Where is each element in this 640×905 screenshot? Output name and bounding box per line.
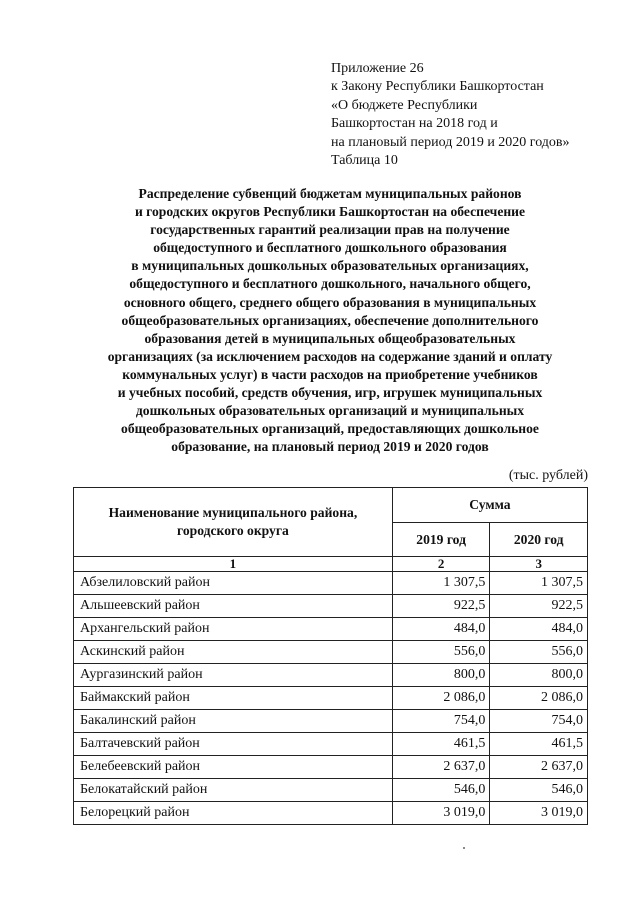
header-year-2019: 2019 год bbox=[392, 523, 490, 557]
title-line: общеобразовательных организациях, обеспечение дополнительного bbox=[121, 312, 539, 328]
title-line: общеобразовательных организаций, предоставляющих дошкольное bbox=[121, 421, 539, 437]
appendix-line: «О бюджете Республики bbox=[331, 97, 478, 113]
amount-2020: 3 019,0 bbox=[490, 802, 588, 825]
amount-2019: 546,0 bbox=[392, 779, 490, 802]
title-line: общедоступного и бесплатного дошкольного, начального общего, bbox=[129, 276, 531, 292]
table-header-row bbox=[74, 488, 588, 523]
table-row bbox=[74, 664, 588, 687]
title-line: дошкольных образовательных организаций и муниципальных bbox=[135, 403, 525, 419]
amount-2020: 2 086,0 bbox=[490, 687, 588, 710]
title-line: основного общего, среднего общего образования в муниципальных bbox=[123, 294, 537, 310]
table-row bbox=[74, 733, 588, 756]
units-label: (тыс. рублей) bbox=[508, 468, 588, 483]
municipality-name: Балтачевский район bbox=[74, 733, 393, 756]
table-number: Таблица 10 bbox=[331, 153, 398, 169]
amount-2020: 556,0 bbox=[490, 641, 588, 664]
table-row bbox=[74, 779, 588, 802]
header-sum: Сумма bbox=[392, 488, 587, 523]
table-row bbox=[74, 802, 588, 825]
table-row bbox=[74, 710, 588, 733]
amount-2020: 2 637,0 bbox=[490, 756, 588, 779]
municipality-name: Белебеевский район bbox=[74, 756, 393, 779]
title-line: государственных гарантий реализации прав на получение bbox=[150, 222, 510, 238]
title-line: организациях (за исключением расходов на содержание зданий и оплату bbox=[107, 348, 553, 364]
amount-2020: 922,5 bbox=[490, 595, 588, 618]
amount-2019: 461,5 bbox=[392, 733, 490, 756]
document-title bbox=[70, 185, 590, 456]
title-line: коммунальных услуг) в части расходов на приобретение учебников bbox=[122, 366, 538, 382]
title-line: Распределение субвенций бюджетам муниципальных районов bbox=[138, 186, 522, 201]
column-number: 2 bbox=[392, 557, 490, 572]
column-number: 3 bbox=[490, 557, 588, 572]
title-line: в муниципальных дошкольных образовательных организациях, bbox=[131, 258, 529, 274]
amount-2020: 546,0 bbox=[490, 779, 588, 802]
scan-speck bbox=[463, 847, 465, 849]
municipality-name: Архангельский район bbox=[74, 618, 393, 641]
title-line: общедоступного и бесплатного дошкольного образования bbox=[153, 240, 507, 256]
appendix-line: Приложение 26 bbox=[331, 61, 424, 76]
municipality-name: Баймакский район bbox=[74, 687, 393, 710]
amount-2019: 800,0 bbox=[392, 664, 490, 687]
amount-2019: 3 019,0 bbox=[392, 802, 490, 825]
table-row bbox=[74, 641, 588, 664]
amount-2020: 800,0 bbox=[490, 664, 588, 687]
amount-2020: 461,5 bbox=[490, 733, 588, 756]
amount-2019: 484,0 bbox=[392, 618, 490, 641]
municipality-name: Бакалинский район bbox=[74, 710, 393, 733]
appendix-line: на плановый период 2019 и 2020 годов» bbox=[331, 134, 570, 150]
amount-2019: 1 307,5 bbox=[392, 572, 490, 595]
column-number: 1 bbox=[74, 557, 393, 572]
appendix-reference bbox=[331, 60, 570, 170]
amount-2020: 1 307,5 bbox=[490, 572, 588, 595]
municipality-name: Аскинский район bbox=[74, 641, 393, 664]
title-line: и учебных пособий, средств обучения, игр, игрушек муниципальных bbox=[117, 385, 543, 401]
header-municipality: Наименование муниципального района, городского округа bbox=[74, 488, 393, 557]
table-row bbox=[74, 595, 588, 618]
amount-2019: 2 637,0 bbox=[392, 756, 490, 779]
amount-2020: 484,0 bbox=[490, 618, 588, 641]
amount-2019: 922,5 bbox=[392, 595, 490, 618]
table-row bbox=[74, 572, 588, 595]
municipality-name: Альшеевский район bbox=[74, 595, 393, 618]
appendix-line: к Закону Республики Башкортостан bbox=[331, 79, 544, 95]
municipality-name: Белорецкий район bbox=[74, 802, 393, 825]
title-line: образования детей в муниципальных общеобразовательных bbox=[144, 330, 516, 346]
amount-2020: 754,0 bbox=[490, 710, 588, 733]
column-number-row bbox=[74, 557, 588, 572]
header-year-2020: 2020 год bbox=[490, 523, 588, 557]
table-row bbox=[74, 687, 588, 710]
municipality-name: Абзелиловский район bbox=[74, 572, 393, 595]
appendix-line: Башкортостан на 2018 год и bbox=[331, 116, 498, 132]
municipality-name: Аургазинский район bbox=[74, 664, 393, 687]
municipality-name: Белокатайский район bbox=[74, 779, 393, 802]
subsidy-table bbox=[73, 487, 588, 825]
title-line: и городских округов Республики Башкортостан на обеспечение bbox=[134, 204, 526, 220]
table-row bbox=[74, 618, 588, 641]
title-line: образование, на плановый период 2019 и 2020 годов bbox=[171, 439, 489, 455]
amount-2019: 556,0 bbox=[392, 641, 490, 664]
amount-2019: 754,0 bbox=[392, 710, 490, 733]
table-row bbox=[74, 756, 588, 779]
amount-2019: 2 086,0 bbox=[392, 687, 490, 710]
